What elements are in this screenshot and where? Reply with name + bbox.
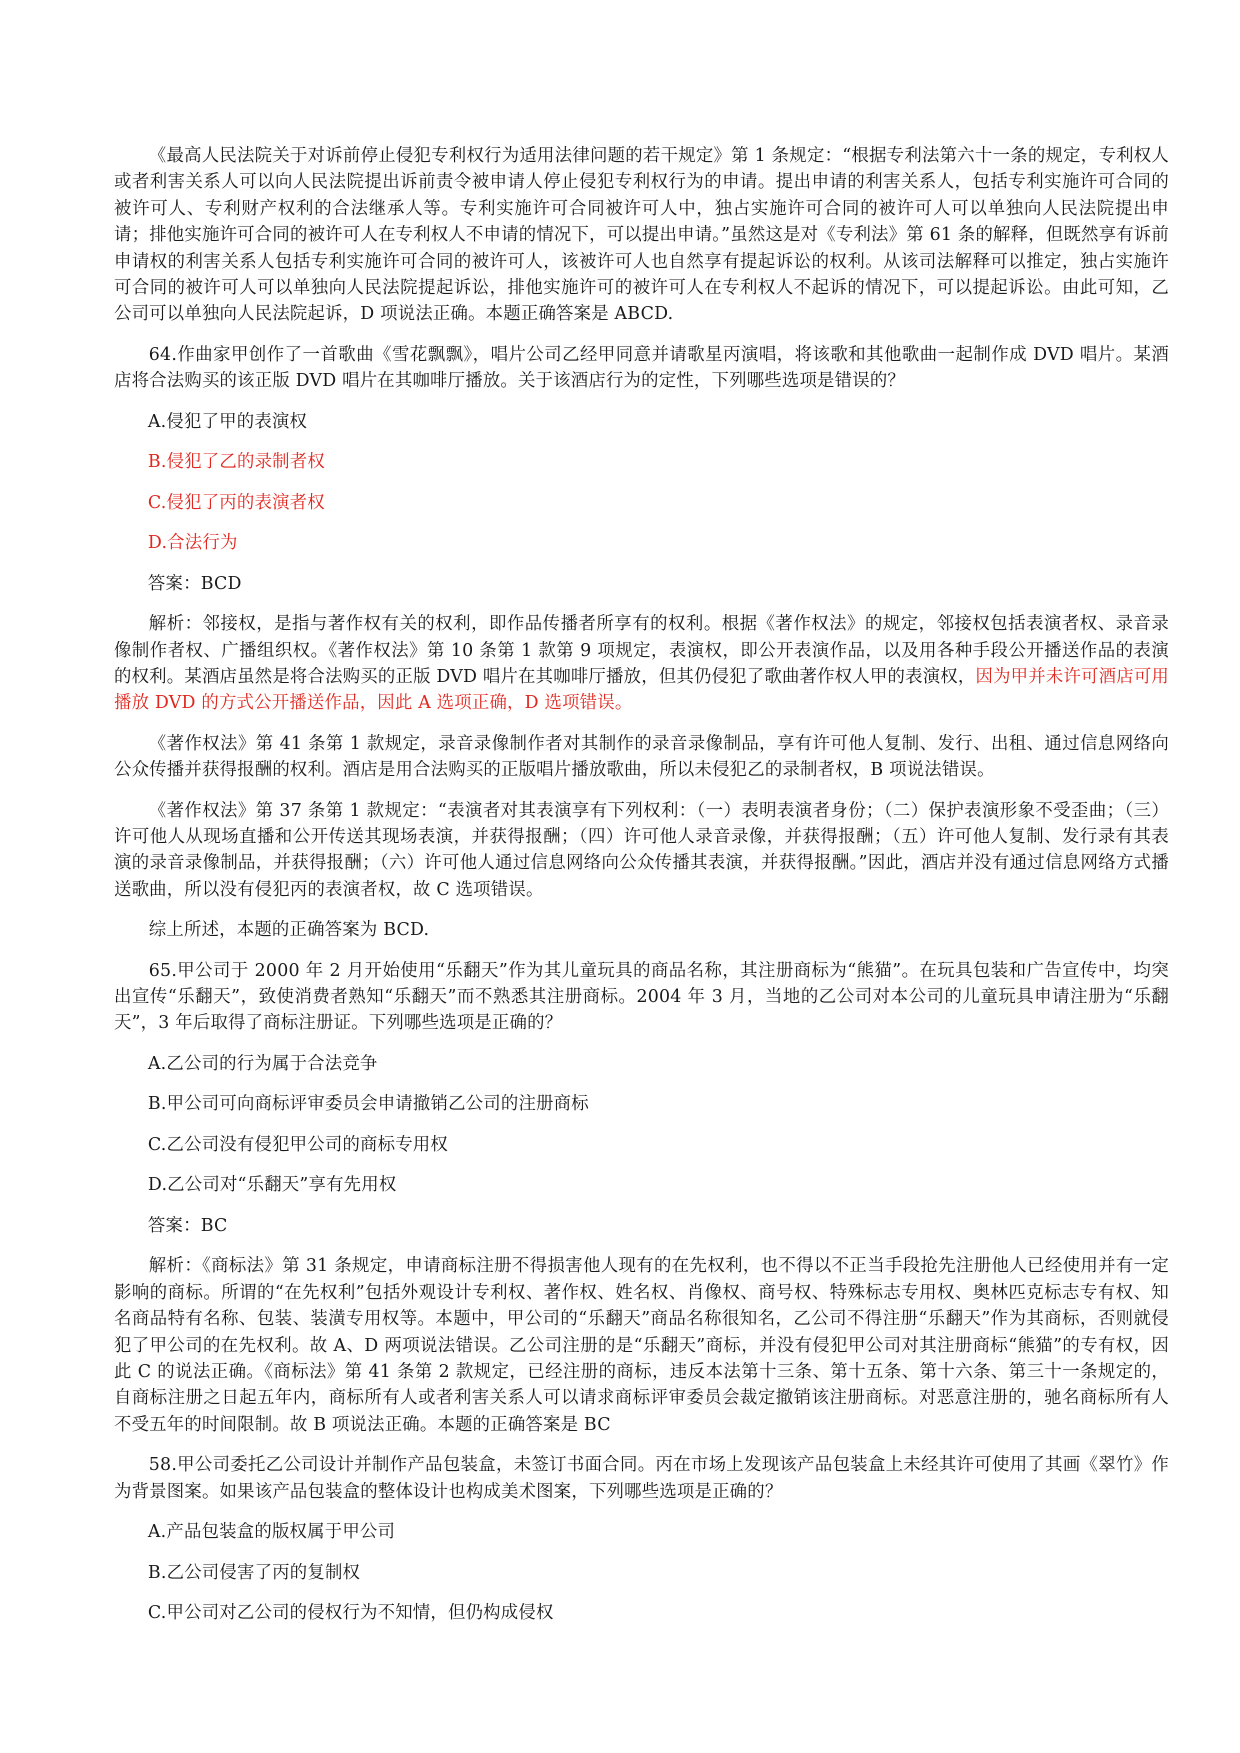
question-58-option-c: C.甲公司对乙公司的侵权行为不知情，但仍构成侵权: [147, 1603, 554, 1623]
question-64-stem: 64.作曲家甲创作了一首歌曲《雪花飘飘》，唱片公司乙经甲同意并请歌星丙演唱，将该歌和其他歌曲一起制作成 DVD 唱片。某酒店将合法购买的该正版 DVD 唱片在其咖啡厅播放。关于该酒店行为的定性，下列哪些选项是错误的？: [114, 344, 1169, 392]
question-65-option-b: B.甲公司可向商标评审委员会申请撤销乙公司的注册商标: [147, 1094, 589, 1115]
question-58-option-b: B.乙公司侵害了丙的复制权: [147, 1562, 361, 1583]
question-64-option-d: D.合法行为: [147, 533, 238, 554]
question-64-option-b: B.侵犯了乙的录制者权: [147, 452, 325, 473]
question-65-analysis: 解析：《商标法》第 31 条规定，申请商标注册不得损害他人现有的在先权利，也不得以不正当手段抢先注册他人已经使用并有一定影响的商标。所谓的“在先权利”包括外观设计专利权、著作权、姓名权、肖像权、商号权、特殊标志专用权、奥林匹克标志专有权、知名商品特有名称、包装、装潢专用权等。本题中，甲公司的“乐翻天”商品名称很知名，乙公司不得注册“乐翻天”作为其商标，否则就侵犯了甲公司的在先权利。故 A、D 两项说法错误。乙公司注册的是“乐翻天”商标，并没有侵犯甲公司对其注册商标“熊猫”的专有权，因此 C 的说法正确。《商标法》第 41 条第 2 款规定，已经注册的商标，违反本法第十三条、第十五条、第十六条、第三十一条规定的，自商标注册之日起五年内，商标所有人或者利害关系人可以请求商标评审委员会裁定撤销该注册商标。对恶意注册的，驰名商标所有人不受五年的时间限制。故 B 项说法正确。本题的正确答案是 BC: [114, 1256, 1169, 1435]
question-65-option-d: D.乙公司对“乐翻天”享有先用权: [147, 1175, 397, 1196]
question-65-stem: 65.甲公司于 2000 年 2 月开始使用“乐翻天”作为其儿童玩具的商品名称，其注册商标为“熊猫”。在玩具包装和广告宣传中，均突出宣传“乐翻天”，致使消费者熟知“乐翻天”而不熟悉其注册商标。2004 年 3 月，当地的乙公司对本公司的儿童玩具申请注册为“乐翻天”，3 年后取得了商标注册证。下列哪些选项是正确的？: [114, 960, 1169, 1034]
question-64-analysis: [114, 611, 1169, 717]
question-58-option-a: A.产品包装盒的版权属于甲公司: [147, 1522, 396, 1542]
question-65-option-c: C.乙公司没有侵犯甲公司的商标专用权: [147, 1134, 448, 1155]
question-65-answer: 答案：BC: [147, 1215, 228, 1236]
question-64-analysis-art37: 《著作权法》第 37 条第 1 款规定：“表演者对其表演享有下列权利：（一）表明表演者身份；（二）保护表演形象不受歪曲；（三）许可他人从现场直播和公开传送其现场表演，并获得报酬；（四）许可他人录音录像，并获得报酬；（五）许可他人复制、发行录有其表演的录音录像制品，并获得报酬；（六）许可他人通过信息网络向公众传播其表演，并获得报酬。”因此，酒店并没有通过信息网络方式播送歌曲，所以没有侵犯丙的表演者权，故 C 选项错误。: [114, 800, 1169, 900]
question-64-analysis-art41: 《著作权法》第 41 条第 1 款规定，录音录像制作者对其制作的录音录像制品，享有许可他人复制、发行、出租、通过信息网络向公众传播并获得报酬的权利。酒店是用合法购买的正版唱片播放歌曲，所以未侵犯乙的录制者权，B 项说法错误。: [114, 733, 1169, 781]
question-64-option-c: C.侵犯了丙的表演者权: [147, 492, 325, 513]
paragraph-patent-interpretation: 《最高人民法院关于对诉前停止侵犯专利权行为适用法律问题的若干规定》第 1 条规定：“根据专利法第六十一条的规定，专利权人或者利害关系人可以向人民法院提出诉前责令被申请人停止侵犯专利权行为的申请。提出申请的利害关系人，包括专利实施许可合同的被许可人、专利财产权利的合法继承人等。专利实施许可合同被许可人中，独占实施许可合同的被许可人可以单独向人民法院提出申请；排他实施许可合同的被许可人在专利权人不申请的情况下，可以提出申请。”虽然这是对《专利法》第 61 条的解释，但既然享有诉前申请权的利害关系人包括专利实施许可合同的被许可人，该被许可人也自然享有提起诉讼的权利。从该司法解释可以推定，独占实施许可合同的被许可人可以单独向人民法院提起诉讼，排他实施许可的被许可人在专利权人不起诉的情况下，可以提起诉讼。由此可知，乙公司可以单独向人民法院起诉，D 项说法正确。本题正确答案是 ABCD.: [114, 146, 1169, 325]
question-58-stem: 58.甲公司委托乙公司设计并制作产品包装盒，未签订书面合同。丙在市场上发现该产品包装盒上未经其许可使用了其画《翠竹》作为背景图案。如果该产品包装盒的整体设计也构成美术图案，下列哪些选项是正确的？: [114, 1455, 1169, 1502]
question-64-option-a: A.侵犯了甲的表演权: [147, 411, 308, 432]
question-65-option-a: A.乙公司的行为属于合法竞争: [147, 1053, 378, 1074]
question-64-answer: 答案：BCD: [147, 573, 242, 594]
analysis-text: 解析：邻接权，是指与著作权有关的权利，即作品传播者所享有的权利。根据《著作权法》的规定，邻接权包括表演者权、录音录像制作者权、广播组织权。《著作权法》第 10 条第 1 款第 9 项规定，表演权，即公开表演作品，以及用各种手段公开播送作品的表演的权利。某酒店虽然是将合法购买的正版 DVD 唱片在其咖啡厅播放，但其仍侵犯了歌曲著作权人甲的表演权，: [114, 614, 1169, 687]
analysis-highlight: 因为甲并未许可酒店可用播放 DVD 的方式公开播送作品，因此 A 选项正确，D 选项错误。: [114, 666, 1170, 714]
question-64-summary: 综上所述，本题的正确答案为 BCD.: [148, 920, 430, 941]
document-page: [114, 143, 1169, 1641]
